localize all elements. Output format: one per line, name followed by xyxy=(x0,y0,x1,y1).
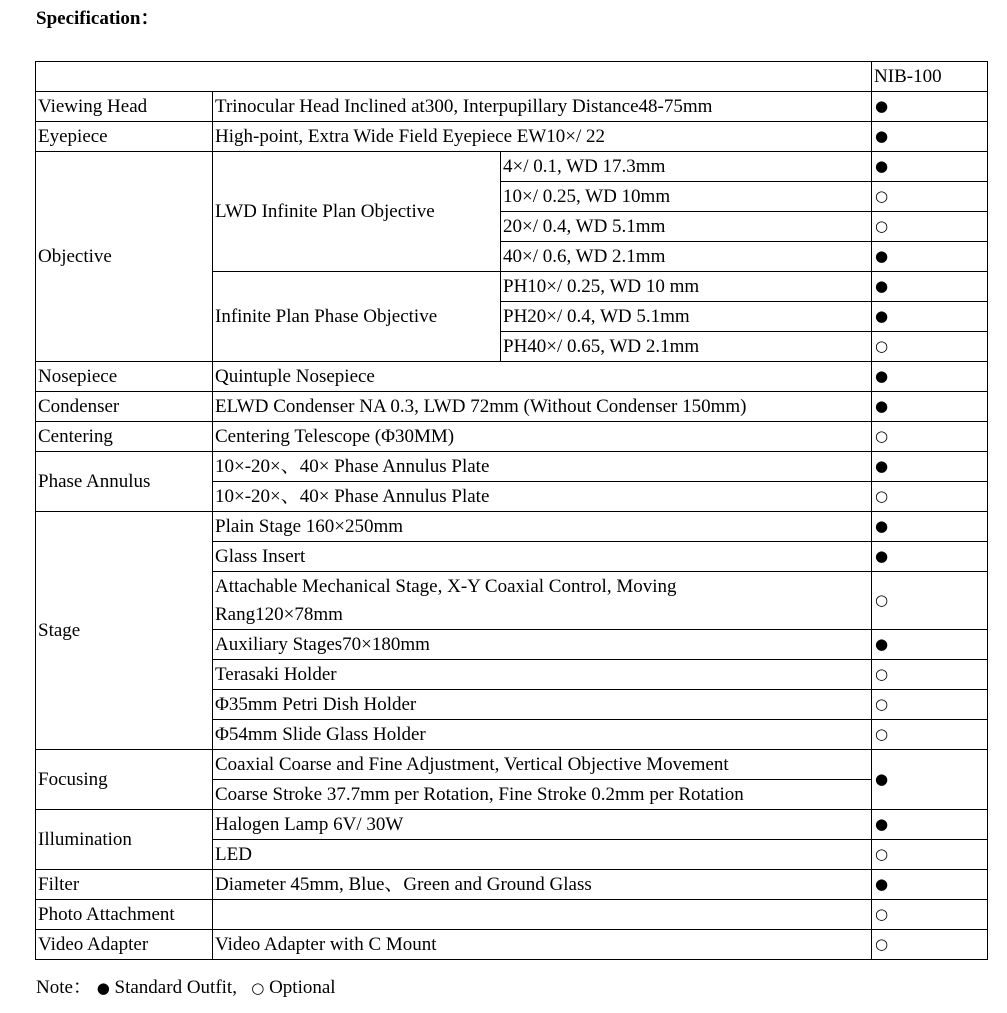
row-label: Filter xyxy=(36,870,213,900)
row-desc: 10×-20×、40× Phase Annulus Plate xyxy=(213,482,872,512)
objective-spec: 40×/ 0.6, WD 2.1mm xyxy=(501,242,872,272)
optional-mark: ○ xyxy=(872,720,988,750)
optional-mark: ○ xyxy=(872,212,988,242)
row-desc: Plain Stage 160×250mm xyxy=(213,512,872,542)
standard-label: Standard Outfit, xyxy=(114,977,237,998)
standard-mark: ● xyxy=(872,272,988,302)
optional-label: Optional xyxy=(269,977,336,998)
spec-heading: Specification： xyxy=(36,8,160,29)
row-label: Video Adapter xyxy=(36,930,213,960)
row-desc: Auxiliary Stages70×180mm xyxy=(213,630,872,660)
row-desc: Glass Insert xyxy=(213,542,872,572)
row-desc: Video Adapter with C Mount xyxy=(213,930,872,960)
row-desc: 10×-20×、40× Phase Annulus Plate xyxy=(213,452,872,482)
standard-mark: ● xyxy=(872,750,988,810)
row-desc: High-point, Extra Wide Field Eyepiece EW10×/ 22 xyxy=(213,122,872,152)
table-row xyxy=(36,870,988,900)
row-label: Photo Attachment xyxy=(36,900,213,930)
model-header: NIB-100 xyxy=(872,62,988,92)
optional-mark: ○ xyxy=(872,900,988,930)
objective-spec: PH20×/ 0.4, WD 5.1mm xyxy=(501,302,872,332)
table-row xyxy=(36,930,988,960)
table-row xyxy=(36,750,988,780)
optional-symbol: ○ xyxy=(251,979,265,997)
row-label: Objective xyxy=(36,152,213,362)
table-row xyxy=(36,122,988,152)
header-blank-cell xyxy=(36,62,872,92)
legend-note xyxy=(36,975,336,1001)
objective-group-lwd: LWD Infinite Plan Objective xyxy=(213,152,501,272)
optional-mark: ○ xyxy=(872,182,988,212)
objective-spec: 4×/ 0.1, WD 17.3mm xyxy=(501,152,872,182)
row-desc: Quintuple Nosepiece xyxy=(213,362,872,392)
table-row xyxy=(36,152,988,182)
table-header-row xyxy=(36,62,988,92)
standard-mark: ● xyxy=(872,630,988,660)
spec-table xyxy=(35,61,988,960)
row-desc: LED xyxy=(213,840,872,870)
standard-symbol: ● xyxy=(96,979,110,997)
row-desc: Terasaki Holder xyxy=(213,660,872,690)
row-desc: Trinocular Head Inclined at300, Interpupillary Distance48-75mm xyxy=(213,92,872,122)
objective-spec: 20×/ 0.4, WD 5.1mm xyxy=(501,212,872,242)
optional-mark: ○ xyxy=(872,660,988,690)
table-row xyxy=(36,92,988,122)
row-label: Eyepiece xyxy=(36,122,213,152)
table-row xyxy=(36,810,988,840)
row-label: Stage xyxy=(36,512,213,750)
table-row xyxy=(36,452,988,482)
row-desc: Diameter 45mm, Blue、Green and Ground Glass xyxy=(213,870,872,900)
optional-mark: ○ xyxy=(872,332,988,362)
row-label: Viewing Head xyxy=(36,92,213,122)
standard-mark: ● xyxy=(872,512,988,542)
standard-mark: ● xyxy=(872,452,988,482)
objective-group-phase: Infinite Plan Phase Objective xyxy=(213,272,501,362)
row-desc xyxy=(213,900,872,930)
standard-mark: ● xyxy=(872,542,988,572)
row-desc: Φ54mm Slide Glass Holder xyxy=(213,720,872,750)
table-row xyxy=(36,900,988,930)
standard-mark: ● xyxy=(872,242,988,272)
row-label: Phase Annulus xyxy=(36,452,213,512)
row-desc: Φ35mm Petri Dish Holder xyxy=(213,690,872,720)
row-desc: Attachable Mechanical Stage, X-Y Coaxial Control, Moving Rang120×78mm xyxy=(213,572,872,630)
objective-spec: PH40×/ 0.65, WD 2.1mm xyxy=(501,332,872,362)
optional-mark: ○ xyxy=(872,482,988,512)
row-label: Centering xyxy=(36,422,213,452)
standard-mark: ● xyxy=(872,362,988,392)
row-label: Nosepiece xyxy=(36,362,213,392)
optional-mark: ○ xyxy=(872,422,988,452)
row-desc: Coaxial Coarse and Fine Adjustment, Vertical Objective Movement xyxy=(213,750,872,780)
table-row xyxy=(36,422,988,452)
standard-mark: ● xyxy=(872,302,988,332)
row-label: Focusing xyxy=(36,750,213,810)
standard-mark: ● xyxy=(872,122,988,152)
objective-spec: 10×/ 0.25, WD 10mm xyxy=(501,182,872,212)
row-label: Illumination xyxy=(36,810,213,870)
row-desc: Halogen Lamp 6V/ 30W xyxy=(213,810,872,840)
standard-mark: ● xyxy=(872,152,988,182)
standard-mark: ● xyxy=(872,92,988,122)
row-desc: Coarse Stroke 37.7mm per Rotation, Fine Stroke 0.2mm per Rotation xyxy=(213,780,872,810)
row-label: Condenser xyxy=(36,392,213,422)
optional-mark: ○ xyxy=(872,572,988,630)
optional-mark: ○ xyxy=(872,690,988,720)
standard-mark: ● xyxy=(872,810,988,840)
table-row xyxy=(36,512,988,542)
row-desc: ELWD Condenser NA 0.3, LWD 72mm (Without Condenser 150mm) xyxy=(213,392,872,422)
standard-mark: ● xyxy=(872,870,988,900)
row-desc: Centering Telescope (Φ30MM) xyxy=(213,422,872,452)
optional-mark: ○ xyxy=(872,930,988,960)
standard-mark: ● xyxy=(872,392,988,422)
objective-spec: PH10×/ 0.25, WD 10 mm xyxy=(501,272,872,302)
optional-mark: ○ xyxy=(872,840,988,870)
table-row xyxy=(36,362,988,392)
table-row xyxy=(36,392,988,422)
note-prefix: Note： xyxy=(36,977,92,998)
